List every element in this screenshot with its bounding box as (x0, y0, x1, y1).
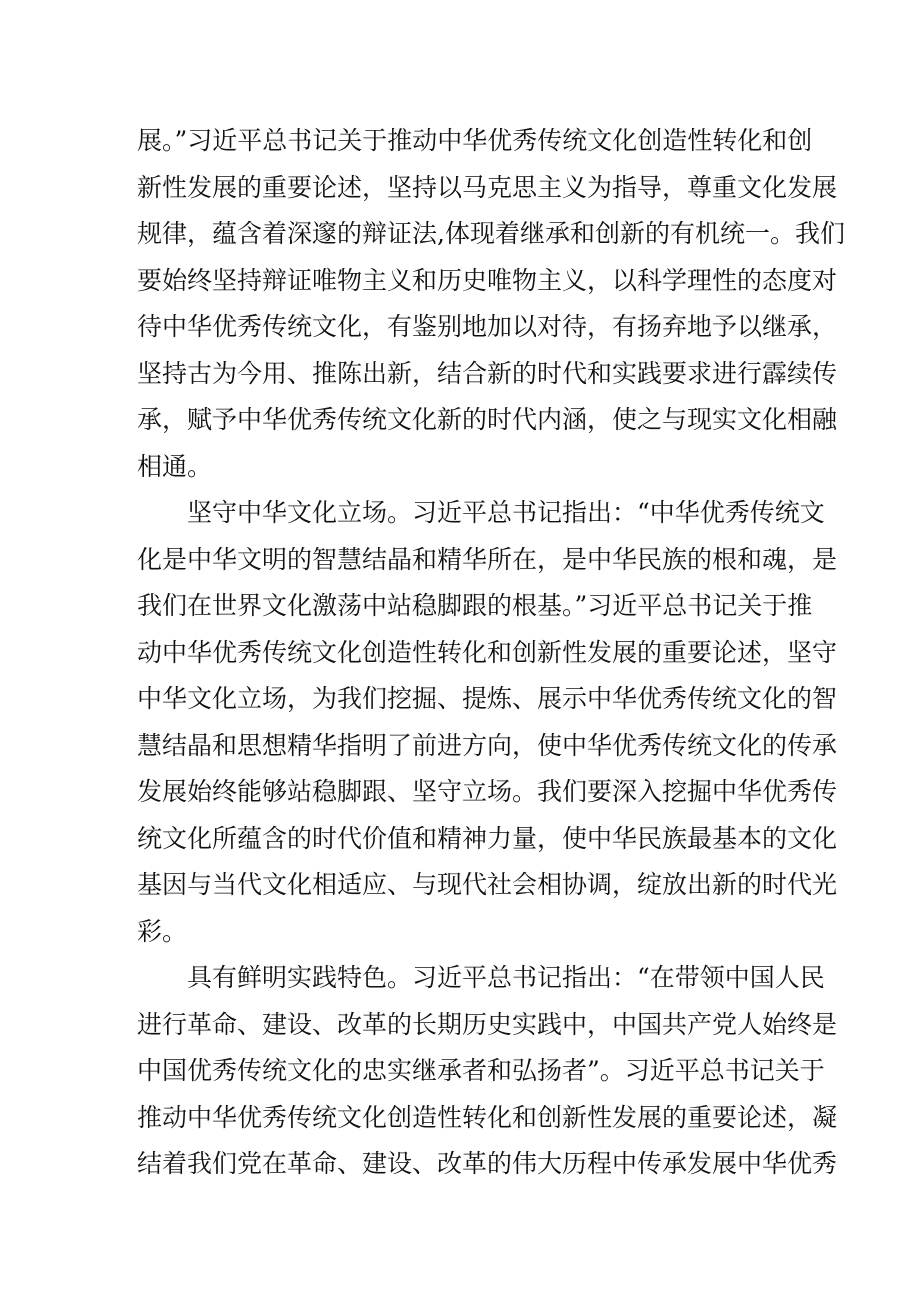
text-line: 待中华优秀传统文化，有鉴别地加以对待，有扬弃地予以继承， (137, 312, 838, 341)
text-line: 要始终坚持辩证唯物主义和历史唯物主义，以科学理性的态度对 (137, 265, 838, 295)
text-line: 进行革命、建设、改革的长期历史实践中，中国共产党人始终是 (137, 1009, 838, 1039)
text-line: 中华文化立场，为我们挖掘、提炼、展示中华优秀传统文化的智 (137, 684, 838, 713)
body-text (137, 118, 845, 1188)
text-line: 相通。 (137, 451, 213, 481)
text-line: 新性发展的重要论述，坚持以马克思主义为指导，尊重文化发展 (137, 172, 838, 202)
text-line: 发展始终能够站稳脚跟、坚守立场。我们要深入挖掘中华优秀传 (137, 777, 838, 806)
text-line: 统文化所蕴含的时代价值和精神力量，使中华民族最基本的文化 (137, 823, 838, 853)
text-line: 化是中华文明的智慧结晶和精华所在，是中华民族的根和魂，是 (137, 544, 838, 574)
text-line: 规律，蕴含着深邃的辩证法,体现着继承和创新的有机统一。我们 (137, 219, 845, 248)
text-line: 具有鲜明实践特色。习近平总书记指出：“在带领中国人民 (137, 963, 825, 992)
text-line: 展。”习近平总书记关于推动中华优秀传统文化创造性转化和创 (137, 126, 813, 155)
text-line: 中国优秀传统文化的忠实继承者和弘扬者”。习近平总书记关于 (137, 1056, 825, 1085)
text-line: 推动中华优秀传统文化创造性转化和创新性发展的重要论述，凝 (137, 1102, 838, 1132)
text-line: 坚持古为今用、推陈出新，结合新的时代和实践要求进行霹续传 (137, 358, 838, 388)
text-line: 动中华优秀传统文化创造性转化和创新性发展的重要论述，坚守 (137, 637, 838, 667)
text-line: 基因与当代文化相适应、与现代社会相协调，绽放出新的时代光 (137, 870, 838, 899)
text-line: 坚守中华文化立场。习近平总书记指出：“中华优秀传统文 (137, 498, 825, 527)
text-line: 慧结晶和思想精华指明了前进方向，使中华优秀传统文化的传承 (137, 730, 838, 760)
text-line: 彩。 (137, 916, 188, 946)
text-line: 承，赋予中华优秀传统文化新的时代内涵，使之与现实文化相融 (137, 405, 838, 434)
text-line: 结着我们党在革命、建设、改革的伟大历程中传承发展中华优秀 (137, 1149, 838, 1178)
text-line: 我们在世界文化激荡中站稳脚跟的根基。”习近平总书记关于推 (137, 591, 813, 620)
